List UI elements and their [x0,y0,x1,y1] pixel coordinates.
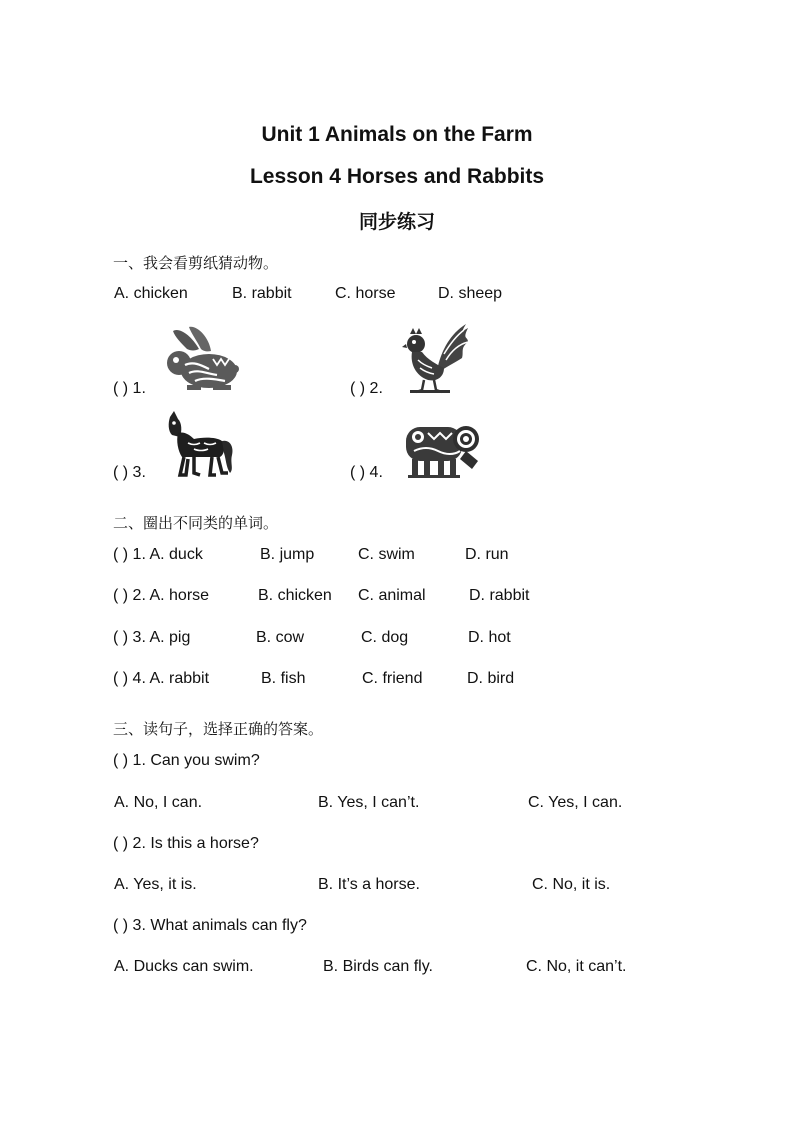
s2-row-2-c: C. animal [358,587,426,604]
s3-q1-option-b: B. Yes, I can’t. [318,794,420,811]
s3-q3-option-a: A. Ducks can swim. [114,958,254,975]
s3-q1-option-c: C. Yes, I can. [528,794,623,811]
s2-row-3-b: B. cow [256,629,305,646]
s3-q2-option-b: B. It’s a horse. [318,876,420,893]
option-c: C. horse [335,285,396,302]
rabbit-papercut-icon [165,325,241,393]
s3-q2-option-c: C. No, it is. [532,876,611,893]
section-1-heading: 一、我会看剪纸猜动物。 [113,254,279,272]
section-2-heading: 二、圈出不同类的单词。 [113,514,279,532]
s3-q2-option-a: A. Yes, it is. [114,876,197,893]
item-4-label: ( ) 4. [350,464,383,481]
option-b: B. rabbit [232,285,292,302]
s2-row-1-d: D. run [465,546,509,563]
s2-row-4-d: D. bird [467,670,515,687]
option-a: A. chicken [114,285,188,302]
item-3-label: ( ) 3. [113,464,146,481]
s2-row-3-c: C. dog [361,629,409,646]
s3-q3-option-b: B. Birds can fly. [323,958,433,975]
s2-row-2-d: D. rabbit [469,587,530,604]
s2-row-1-b: B. jump [260,546,315,563]
s2-row-3-d: D. hot [468,629,511,646]
s2-row-4-b: B. fish [261,670,306,687]
option-d: D. sheep [438,285,503,302]
s3-question-2: ( ) 2. Is this a horse? [113,835,259,852]
s3-question-1: ( ) 1. Can you swim? [113,752,260,769]
unit-title: Unit 1 Animals on the Farm [261,123,533,146]
s2-row-4-a: ( ) 4. A. rabbit [113,670,210,687]
s2-row-4-c: C. friend [362,670,423,687]
item-2-label: ( ) 2. [350,380,383,397]
s3-question-3: ( ) 3. What animals can fly? [113,917,307,934]
s2-row-1-c: C. swim [358,546,415,563]
horse-papercut-icon [164,411,236,479]
page-subtitle: 同步练习 [358,211,435,233]
item-1-label: ( ) 1. [113,380,146,397]
s2-row-2-a: ( ) 2. A. horse [113,587,210,604]
s3-q3-option-c: C. No, it can’t. [526,958,627,975]
s2-row-1-a: ( ) 1. A. duck [113,546,203,563]
s2-row-3-a: ( ) 3. A. pig [113,629,191,646]
s3-q1-option-a: A. No, I can. [114,794,203,811]
rooster-papercut-icon [402,320,470,394]
section-3-heading: 三、读句子，选择正确的答案。 [113,720,324,738]
sheep-papercut-icon [404,413,482,481]
s2-row-2-b: B. chicken [258,587,332,604]
lesson-title: Lesson 4 Horses and Rabbits [249,165,545,188]
